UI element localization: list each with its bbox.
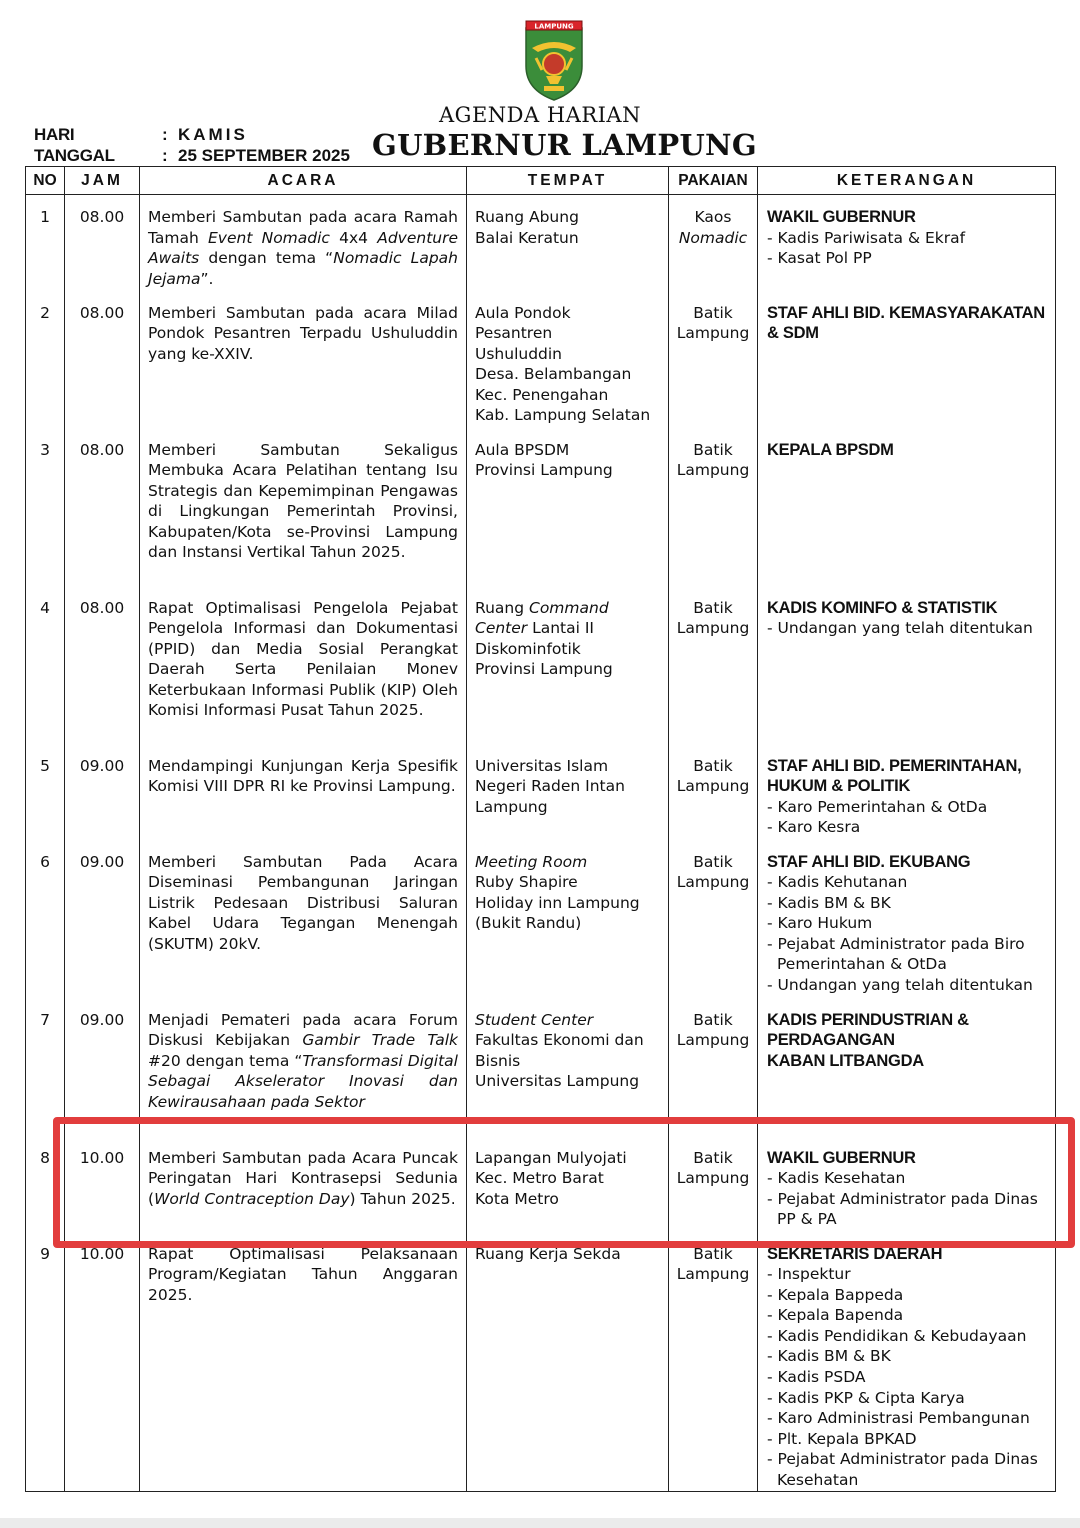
row-no: 4 — [26, 586, 65, 744]
row-no: 8 — [26, 1136, 65, 1232]
row-jam: 09.00 — [65, 998, 140, 1136]
row-no: 7 — [26, 998, 65, 1136]
row-acara — [140, 840, 467, 998]
acara-text: Mendampingi Kunjungan Kerja Spesifik Komisi VIII DPR RI ke Provinsi Lampung. — [148, 756, 458, 796]
tempat-line: Ruang Kerja Sekda — [475, 1244, 621, 1263]
table-row — [26, 195, 1056, 291]
hari-value: KAMIS — [178, 125, 248, 144]
pakaian-line: Lampung — [676, 1169, 750, 1188]
keterangan-head: KADIS KOMINFO & STATISTIK — [767, 598, 998, 617]
pakaian-line: Lampung — [676, 1265, 750, 1284]
keterangan-item: - Kepala Bapenda — [767, 1306, 904, 1325]
hari-colon: : — [162, 125, 168, 144]
col-header-pakaian: PAKAIAN — [669, 167, 758, 195]
keterangan-head: WAKIL GUBERNUR — [767, 1148, 916, 1167]
tempat-line: Negeri Raden Intan — [475, 777, 625, 796]
keterangan-item: - Kasat Pol PP — [767, 249, 872, 268]
tempat-line: Bisnis — [475, 1051, 521, 1070]
row-no: 9 — [26, 1232, 65, 1492]
table-row — [26, 1136, 1056, 1232]
keterangan-item: - Karo Pemerintahan & OtDa — [767, 797, 988, 816]
row-keterangan — [758, 291, 1056, 428]
keterangan-item: - Kadis BM & BK — [767, 893, 891, 912]
tempat-line: Kab. Lampung Selatan — [475, 406, 651, 425]
acara-text: Rapat Optimalisasi Pelaksanaan Program/Kegiatan Tahun Anggaran 2025. — [148, 1244, 458, 1304]
pakaian-line: Batik — [693, 1244, 733, 1263]
keterangan-item: - Kadis Pariwisata & Ekraf — [767, 228, 966, 247]
tempat-line: Ruby Shapire — [475, 873, 578, 892]
row-keterangan — [758, 840, 1056, 998]
row-acara — [140, 1232, 467, 1492]
pakaian-line: Batik — [693, 598, 733, 617]
row-tempat — [467, 998, 669, 1136]
tempat-line: Center Lantai II — [475, 619, 595, 638]
tempat-line: Kec. Penengahan — [475, 385, 609, 404]
table-row — [26, 744, 1056, 840]
tempat-line: Kec. Metro Barat — [475, 1169, 604, 1188]
page-title: GUBERNUR LAMPUNG — [372, 128, 757, 162]
tempat-line: Provinsi Lampung — [475, 660, 613, 679]
keterangan-item: - Pejabat Administrator pada Dinas Kesehatan — [767, 1450, 1038, 1490]
row-keterangan — [758, 1232, 1056, 1492]
keterangan-item: - Kadis Pendidikan & Kebudayaan — [767, 1326, 1027, 1345]
hari-label: HARI — [34, 125, 75, 144]
tempat-line: Holiday inn Lampung — [475, 893, 640, 912]
row-tempat — [467, 840, 669, 998]
logo-text: LAMPUNG — [534, 22, 574, 31]
row-keterangan — [758, 1136, 1056, 1232]
pakaian-line: Lampung — [676, 619, 750, 638]
pakaian-line: Kaos — [694, 208, 732, 226]
keterangan-head: KADIS PERINDUSTRIAN & PERDAGANGAN KABAN LITBANGDA — [767, 1010, 969, 1070]
col-header-keterangan: KETERANGAN — [758, 167, 1056, 195]
tempat-line: Provinsi Lampung — [475, 461, 613, 480]
tempat-line: Aula BPSDM — [475, 440, 570, 459]
keterangan-item: - Kepala Bappeda — [767, 1285, 904, 1304]
pakaian-line: Lampung — [676, 461, 750, 480]
acara-text: Memberi Sambutan pada acara Milad Pondok Pesantren Terpadu Ushuluddin yang ke-XXIV. — [148, 303, 458, 363]
keterangan-item: - Kadis BM & BK — [767, 1347, 891, 1366]
pakaian-line: Batik — [693, 852, 733, 871]
keterangan-item: - Undangan yang telah ditentukan — [767, 619, 1033, 638]
table-row — [26, 291, 1056, 428]
row-acara — [140, 744, 467, 840]
tempat-line: (Bukit Randu) — [475, 914, 582, 933]
row-pakaian — [669, 998, 758, 1136]
tempat-line: Aula Pondok — [475, 303, 571, 322]
row-pakaian — [669, 586, 758, 744]
agenda-title: AGENDA HARIAN — [439, 103, 641, 127]
keterangan-item: - Kadis PKP & Cipta Karya — [767, 1388, 965, 1407]
keterangan-item: - Pejabat Administrator pada Dinas PP & PA — [767, 1189, 1038, 1229]
row-tempat — [467, 428, 669, 586]
row-jam: 09.00 — [65, 744, 140, 840]
row-pakaian — [669, 744, 758, 840]
row-keterangan — [758, 998, 1056, 1136]
acara-text: Memberi Sambutan Sekaligus Membuka Acara Pelatihan tentang Isu Strategis dan Kepemimpinan Pengawas di Lingkungan Pemerintah Provinsi, Kabupaten/Kota se-Provinsi Lampung dan Instansi Vertikal Tahun 2025. — [148, 440, 458, 562]
row-keterangan — [758, 586, 1056, 744]
pakaian-line: Batik — [693, 1010, 733, 1029]
keterangan-item: - Kadis Kehutanan — [767, 873, 908, 892]
row-acara — [140, 1136, 467, 1232]
keterangan-item: - Undangan yang telah ditentukan — [767, 976, 1033, 995]
keterangan-item: - Karo Administrasi Pembangunan — [767, 1409, 1030, 1428]
tempat-line: Student Center — [475, 1010, 594, 1029]
tempat-line: Balai Keratun — [475, 228, 579, 247]
tanggal-label: TANGGAL — [34, 146, 115, 165]
row-keterangan — [758, 195, 1056, 291]
tempat-line: Universitas Islam — [475, 756, 609, 775]
row-pakaian — [669, 1136, 758, 1232]
row-tempat — [467, 1136, 669, 1232]
lampung-emblem-logo — [522, 18, 586, 102]
row-pakaian — [669, 428, 758, 586]
acara-text: Memberi Sambutan pada Acara Puncak Peringatan Hari Kontrasepsi Sedunia (World Contraception Day) Tahun 2025. — [148, 1148, 458, 1208]
row-pakaian — [669, 291, 758, 428]
acara-text: Memberi Sambutan Pada Acara Diseminasi Pembangunan Jaringan Listrik Pedesaan Distribusi Saluran Kabel Udara Tegangan Menengah (SKUTM) 20kV. — [148, 852, 458, 953]
tempat-line: Lapangan Mulyojati — [475, 1148, 627, 1167]
tempat-line: Ruang Abung — [475, 208, 579, 226]
row-jam: 08.00 — [65, 428, 140, 586]
row-no: 3 — [26, 428, 65, 586]
table-row — [26, 1232, 1056, 1492]
pakaian-line: Nomadic — [678, 228, 748, 247]
acara-text: Memberi Sambutan pada acara Ramah Tamah Event Nomadic 4x4 Adventure Awaits dengan tema “Nomadic Lapah Jejama”. — [148, 208, 459, 288]
keterangan-item: - Karo Hukum — [767, 914, 873, 933]
row-acara — [140, 586, 467, 744]
col-header-no: NO — [26, 167, 65, 195]
row-jam: 10.00 — [65, 1232, 140, 1492]
table-row — [26, 998, 1056, 1136]
table-row — [26, 840, 1056, 998]
col-header-jam: JAM — [65, 167, 140, 195]
pakaian-line: Lampung — [676, 1031, 750, 1050]
keterangan-item: - Inspektur — [767, 1265, 851, 1284]
tempat-line: Diskominfotik — [475, 639, 581, 658]
row-keterangan — [758, 428, 1056, 586]
pakaian-line: Lampung — [676, 777, 750, 796]
pakaian-line: Lampung — [676, 873, 750, 892]
pakaian-line: Batik — [693, 1148, 733, 1167]
row-pakaian — [669, 1232, 758, 1492]
tempat-line: Fakultas Ekonomi dan — [475, 1031, 644, 1050]
row-keterangan — [758, 744, 1056, 840]
row-acara — [140, 428, 467, 586]
keterangan-head: SEKRETARIS DAERAH — [767, 1244, 943, 1263]
row-jam: 08.00 — [65, 586, 140, 744]
keterangan-item: - Kadis Kesehatan — [767, 1169, 906, 1188]
row-no: 1 — [26, 195, 65, 291]
keterangan-head: KEPALA BPSDM — [767, 440, 894, 459]
tempat-line: Ushuluddin — [475, 344, 563, 363]
acara-text: Menjadi Pemateri pada acara Forum Diskusi Kebijakan Gambir Trade Talk #20 dengan tema “Transformasi Digital Sebagai Akselerator Inovasi dan Kewirausahaan pada Sektor — [148, 1010, 458, 1111]
tanggal-colon: : — [162, 146, 168, 165]
row-acara — [140, 998, 467, 1136]
row-jam: 09.00 — [65, 840, 140, 998]
keterangan-head: STAF AHLI BID. KEMASYARAKATAN & SDM — [767, 303, 1045, 343]
row-tempat — [467, 291, 669, 428]
acara-text: Rapat Optimalisasi Pengelola Pejabat Pengelola Informasi dan Dokumentasi (PPID) dan Media Sosial Perangkat Daerah Serta Penilaian Monev Keterbukaan Informasi Publik (KIP) Oleh Komisi Informasi Pusat Tahun 2025. — [148, 598, 458, 720]
row-jam: 08.00 — [65, 291, 140, 428]
row-no: 2 — [26, 291, 65, 428]
row-acara — [140, 195, 467, 291]
table-row — [26, 586, 1056, 744]
pakaian-line: Batik — [693, 303, 733, 322]
row-tempat — [467, 195, 669, 291]
row-jam: 10.00 — [65, 1136, 140, 1232]
row-no: 5 — [26, 744, 65, 840]
tempat-line: Meeting Room — [475, 852, 588, 871]
agenda-table — [25, 166, 1056, 1492]
row-tempat — [467, 586, 669, 744]
tempat-line: Ruang Command — [475, 598, 609, 617]
tempat-line: Desa. Belambangan — [475, 365, 632, 384]
row-acara — [140, 291, 467, 428]
tanggal-value: 25 SEPTEMBER 2025 — [178, 146, 350, 165]
row-tempat — [467, 1232, 669, 1492]
tempat-line: Lampung — [475, 797, 548, 816]
table-row — [26, 428, 1056, 586]
row-pakaian — [669, 195, 758, 291]
keterangan-item: - Kadis PSDA — [767, 1368, 866, 1387]
pakaian-line: Batik — [693, 756, 733, 775]
row-no: 6 — [26, 840, 65, 998]
keterangan-item: - Plt. Kepala BPKAD — [767, 1429, 917, 1448]
keterangan-item: - Pejabat Administrator pada Biro Pemerintahan & OtDa — [767, 934, 1025, 974]
tempat-line: Pesantren — [475, 324, 553, 343]
pakaian-line: Lampung — [676, 324, 750, 343]
page-bottom-strip — [0, 1518, 1080, 1528]
keterangan-head: STAF AHLI BID. EKUBANG — [767, 852, 971, 871]
col-header-acara: ACARA — [140, 167, 467, 195]
row-jam: 08.00 — [65, 195, 140, 291]
pakaian-line: Batik — [693, 440, 733, 459]
row-pakaian — [669, 840, 758, 998]
table-header-row — [26, 167, 1056, 195]
tempat-line: Universitas Lampung — [475, 1072, 640, 1091]
keterangan-item: - Karo Kesra — [767, 818, 861, 837]
keterangan-head: STAF AHLI BID. PEMERINTAHAN, HUKUM & POLITIK — [767, 756, 1022, 796]
tempat-line: Kota Metro — [475, 1189, 559, 1208]
keterangan-head: WAKIL GUBERNUR — [767, 208, 916, 226]
row-tempat — [467, 744, 669, 840]
col-header-tempat: TEMPAT — [467, 167, 669, 195]
